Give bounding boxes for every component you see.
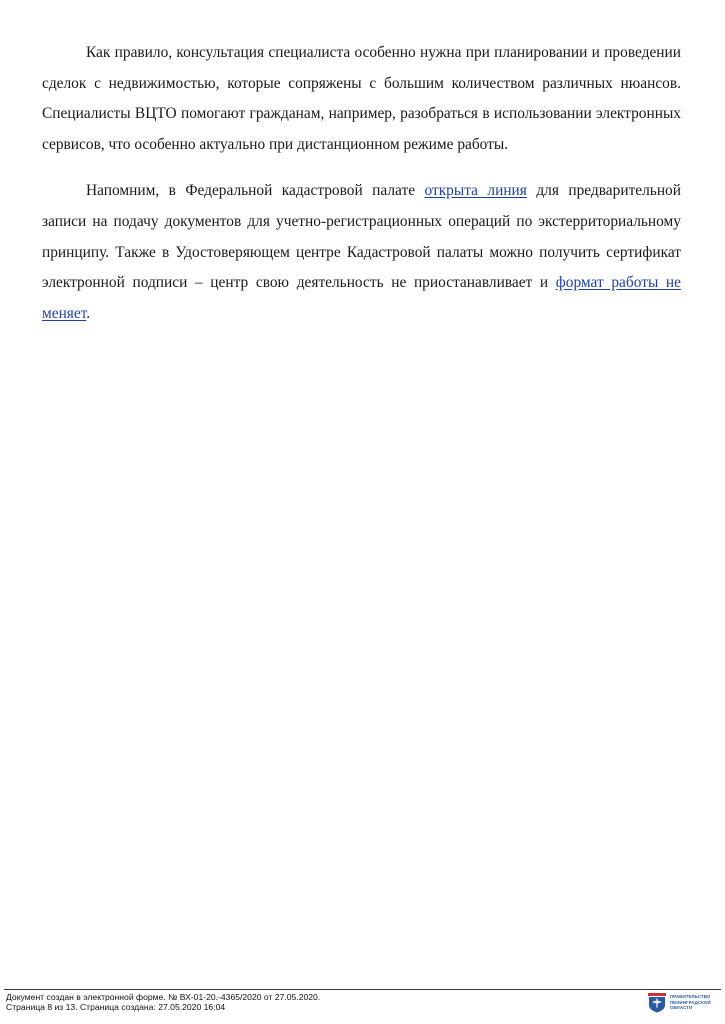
government-logo <box>648 993 722 1015</box>
coat-of-arms-icon <box>648 993 666 1013</box>
footer-metadata <box>6 992 320 1012</box>
footer-divider <box>4 989 721 990</box>
document-body <box>42 38 681 345</box>
logo-line-3: ОБЛАСТИ <box>670 1005 693 1011</box>
footer-page-info: Страница 8 из 13. Страница создана: 27.05.2020 16:04 <box>6 1002 226 1012</box>
footer-document-info: Документ создан в электронной форме. № ВХ-01-20.-4365/2020 от 27.05.2020. <box>6 992 321 1002</box>
government-logo-text <box>670 993 711 1011</box>
paragraph-reminder <box>42 176 681 329</box>
paragraph-reminder-text-start: Напомним, в Федеральной кадастровой палате <box>86 182 425 200</box>
link-open-line[interactable]: открыта линия <box>424 182 527 200</box>
paragraph-reminder-text-middle: для предварительной записи на подачу документов для учетно-регистрационных операций по экстерриториальному принципу. Также в Удостоверяющем центре Кадастровой палаты можно получить сертификат электронной подписи – центр свою деятельность не приостанавливает и <box>42 182 681 292</box>
paragraph-reminder-text-end: . <box>86 304 91 322</box>
logo-line-1: ПРАВИТЕЛЬСТВО <box>670 994 711 999</box>
paragraph-consultation <box>42 38 681 160</box>
paragraph-consultation-text: Как правило, консультация специалиста особенно нужна при планировании и проведении сделок с недвижимостью, которые сопряжены с большим количеством различных нюансов. Специалисты ВЦТО помогают гражданам, например, разобраться в использовании электронных сервисов, что особенно актуально при дистанционном режиме работы. <box>42 44 681 153</box>
link-work-format[interactable]: формат работы не меняет <box>42 274 681 322</box>
logo-line-2: ЛЕНИНГРАДСКОЙ <box>670 999 711 1005</box>
